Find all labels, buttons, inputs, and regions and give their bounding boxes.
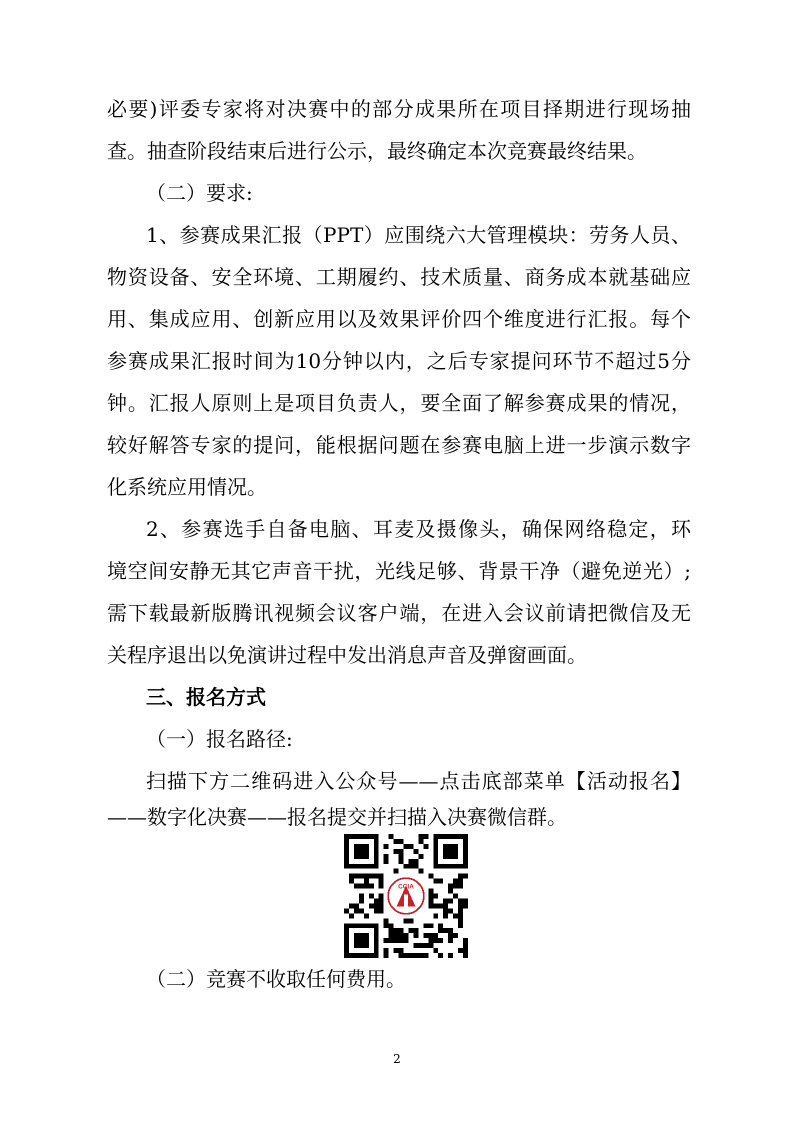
ccia-logo bbox=[385, 875, 427, 917]
paragraph-line: 扫描下方二维码进入公众号——点击底部菜单【活动报名】 bbox=[146, 769, 691, 793]
paragraph-line: 关程序退出以免演讲过程中发出消息声音及弹窗画面。 bbox=[107, 643, 587, 667]
paragraph-line: 1、参赛成果汇报（PPT）应围绕六大管理模块：劳务人员、 bbox=[146, 223, 691, 247]
page-number: 2 bbox=[393, 1052, 401, 1066]
paragraph-line: 查。抽查阶段结束后进行公示，最终确定本次竞赛最终结果。 bbox=[107, 139, 647, 163]
paragraph-line: 境空间安静无其它声音干扰，光线足够、背景干净（避免逆光）; bbox=[107, 559, 691, 583]
paragraph-line: 钟。汇报人原则上是项目负责人，要全面了解参赛成果的情况， bbox=[107, 391, 691, 415]
paragraph-line: （二）竞赛不收取任何费用。 bbox=[146, 967, 406, 991]
paragraph-line: 用、集成应用、创新应用以及效果评价四个维度进行汇报。每个 bbox=[107, 307, 691, 331]
section-heading: 三、报名方式 bbox=[146, 685, 266, 709]
paragraph-line: 必要)评委专家将对决赛中的部分成果所在项目择期进行现场抽 bbox=[107, 97, 691, 121]
section-subheading: （一）报名路径: bbox=[146, 727, 293, 751]
paragraph-line: 需下载最新版腾讯视频会议客户端，在进入会议前请把微信及无 bbox=[107, 601, 691, 625]
paragraph-line: ——数字化决赛——报名提交并扫描入决赛微信群。 bbox=[107, 805, 567, 829]
logo-text: CCIA bbox=[398, 883, 414, 891]
paragraph-line: 化系统应用情况。 bbox=[107, 475, 267, 499]
qr-code[interactable] bbox=[344, 834, 468, 958]
paragraph-line: 参赛成果汇报时间为10分钟以内，之后专家提问环节不超过5分 bbox=[107, 349, 691, 373]
paragraph-line: 较好解答专家的提问，能根据问题在参赛电脑上进一步演示数字 bbox=[107, 433, 691, 457]
paragraph-line: 2、参赛选手自备电脑、耳麦及摄像头，确保网络稳定，环 bbox=[146, 517, 691, 541]
section-subheading: （二）要求: bbox=[146, 181, 253, 205]
paragraph-line: 物资设备、安全环境、工期履约、技术质量、商务成本就基础应 bbox=[107, 265, 691, 289]
